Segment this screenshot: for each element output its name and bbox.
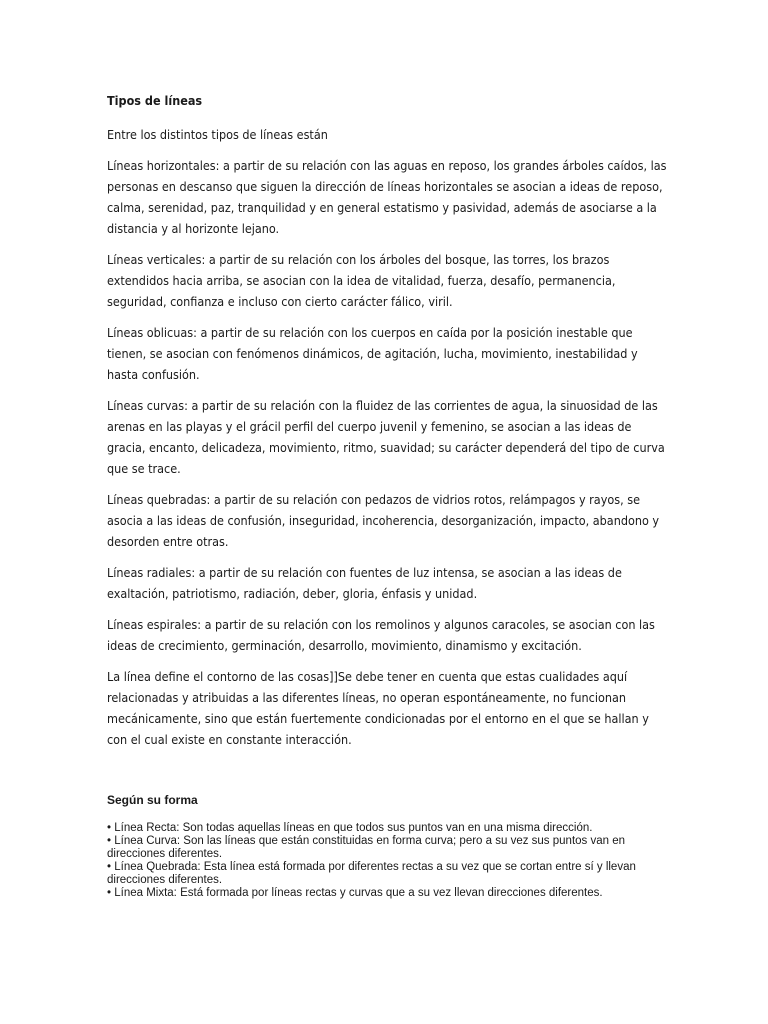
- bullet-list: [107, 822, 667, 900]
- list-item: [107, 861, 667, 887]
- list-item: [107, 887, 667, 900]
- paragraph-contorno: La línea define el contorno de las cosas]]Se debe tener en cuenta que estas cualidades aquí relacionadas y atribuidas a las diferentes líneas, no operan espontáneamente, no funcionan mecánicamente, sino que están fuertemente condicionadas por el entorno en el que se hallan y con el cual existe en constante interacción.: [107, 669, 649, 747]
- list-item-text: Línea Curva: Son las líneas que están constituidas en forma curva; pero a su vez sus puntos van en direcciones diferentes.: [107, 835, 626, 860]
- paragraph-horizontales: Líneas horizontales: a partir de su relación con las aguas en reposo, los grandes árboles caídos, las personas en descanso que siguen la dirección de líneas horizontales se asocian a ideas de reposo, calma, serenidad, paz, tranquilidad y en general estatismo y pasividad, además de asociarse a la distancia y al horizonte lejano.: [107, 158, 667, 236]
- section-title: Según su forma: [107, 793, 198, 807]
- document-title: Tipos de líneas: [107, 93, 203, 108]
- paragraph-oblicuas: Líneas oblicuas: a partir de su relación con los cuerpos en caída por la posición inestable que tienen, se asocian con fenómenos dinámicos, de agitación, lucha, movimiento, inestabilidad y hasta confusión.: [107, 325, 638, 382]
- paragraph-radiales: Líneas radiales: a partir de su relación con fuentes de luz intensa, se asocian a las ideas de exaltación, patriotismo, radiación, deber, gloria, énfasis y unidad.: [107, 565, 622, 601]
- paragraph-quebradas: Líneas quebradas: a partir de su relación con pedazos de vidrios rotos, relámpagos y rayos, se asocia a las ideas de confusión, inseguridad, incoherencia, desorganización, impacto, abandono y desorden entre otras.: [107, 492, 660, 549]
- paragraph-verticales: Líneas verticales: a partir de su relación con los árboles del bosque, las torres, los brazos extendidos hacia arriba, se asocian con la idea de vitalidad, fuerza, desafío, permanencia, seguridad, confianza e incluso con cierto carácter fálico, viril.: [107, 252, 616, 309]
- list-item-text: Línea Mixta: Está formada por líneas rectas y curvas que a su vez llevan direcciones diferentes.: [114, 887, 603, 899]
- section-segun-su-forma: [107, 792, 667, 900]
- intro-paragraph: Entre los distintos tipos de líneas están: [107, 127, 328, 142]
- bullet-icon: •: [107, 887, 112, 899]
- list-item: [107, 835, 667, 861]
- paragraph-curvas: Líneas curvas: a partir de su relación con la fluidez de las corrientes de agua, la sinuosidad de las arenas en las playas y el grácil perfil del cuerpo juvenil y femenino, se asocian a las ideas de gracia, encanto, delicadeza, movimiento, ritmo, suavidad; su carácter dependerá del tipo de curva que se trace.: [107, 398, 665, 476]
- bullet-icon: •: [107, 835, 112, 847]
- document-body: [107, 92, 667, 760]
- list-item: [107, 822, 667, 835]
- bullet-icon: •: [107, 822, 112, 834]
- paragraph-espirales: Líneas espirales: a partir de su relación con los remolinos y algunos caracoles, se asocian con las ideas de crecimiento, germinación, desarrollo, movimiento, dinamismo y excitación.: [107, 617, 655, 653]
- list-item-text: Línea Quebrada: Esta línea está formada por diferentes rectas a su vez que se cortan entre sí y llevan direcciones diferentes.: [107, 861, 636, 886]
- list-item-text: Línea Recta: Son todas aquellas líneas en que todos sus puntos van en una misma dirección.: [114, 822, 593, 834]
- bullet-icon: •: [107, 861, 112, 873]
